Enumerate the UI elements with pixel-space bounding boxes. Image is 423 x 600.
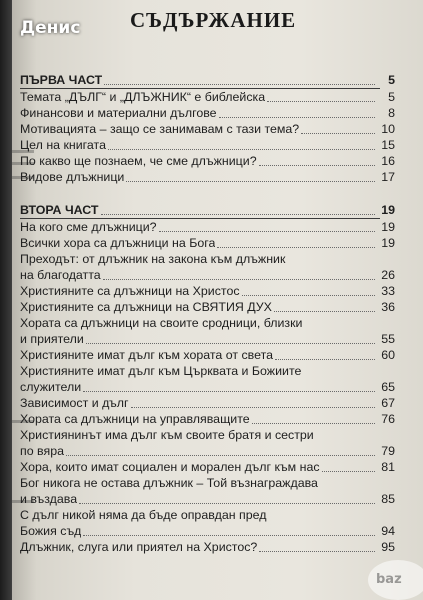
toc-entry-continuation (20, 523, 395, 539)
toc-page-number: 17 (381, 170, 395, 184)
toc-list (20, 219, 395, 555)
toc-page-number: 65 (381, 380, 395, 394)
toc-entry-title: на благодатта (20, 268, 101, 282)
toc-part-2 (20, 202, 395, 555)
toc-entry (20, 395, 395, 411)
toc-entry-title: и приятели (20, 332, 84, 346)
toc-entry-continuation (20, 267, 395, 283)
toc-entry-title: Християните имат дълг към Църквата и Божиите (20, 364, 302, 378)
toc-page-number: 5 (388, 90, 395, 104)
toc-page-number: 16 (381, 154, 395, 168)
dot-leader (104, 84, 375, 85)
toc-entry-title: по вяра (20, 444, 64, 458)
toc-page-number: 76 (381, 412, 395, 426)
toc-part-heading (20, 202, 395, 218)
dot-leader (101, 214, 376, 215)
toc-entry-title: Хора, които имат социален и морален дълг към нас (20, 460, 320, 474)
dot-leader (86, 343, 375, 344)
watermark: Денис (20, 18, 81, 38)
dot-leader (159, 231, 375, 232)
toc-entry (20, 427, 395, 443)
toc-entry (20, 475, 395, 491)
toc-entry (20, 315, 395, 331)
book-page (12, 0, 423, 600)
toc-part-1 (20, 72, 395, 185)
toc-page-number: 94 (381, 524, 395, 538)
toc-part-title: ВТОРА ЧАСТ (20, 203, 99, 217)
toc-entry-title: Цел на книгата (20, 138, 106, 152)
toc-page-number: 67 (381, 396, 395, 410)
toc-entry-continuation (20, 379, 395, 395)
toc-entry-title: служители (20, 380, 82, 394)
toc-part-title: ПЪРВА ЧАСТ (20, 73, 103, 87)
toc-page-number: 60 (381, 348, 395, 362)
toc-entry-title: Длъжник, слуга или приятел на Христос? (20, 540, 258, 554)
toc-entry (20, 347, 395, 363)
dot-leader (274, 311, 375, 312)
dot-leader (126, 181, 375, 182)
dot-leader (267, 101, 375, 102)
toc-entry (20, 153, 395, 169)
toc-page-number: 81 (381, 460, 395, 474)
toc-page-number: 26 (381, 268, 395, 282)
toc-page-number: 10 (381, 122, 395, 136)
toc-list (20, 89, 395, 185)
dot-leader (259, 551, 375, 552)
toc-part-heading (20, 72, 395, 88)
toc-page-number: 95 (381, 540, 395, 554)
toc-entry-title: Християните имат дълг към хората от света (20, 348, 274, 362)
toc-page-number: 36 (381, 300, 395, 314)
dot-leader (108, 149, 375, 150)
toc-entry (20, 411, 395, 427)
toc-entry-title: Темата „ДЪЛГ“ и „ДЛЪЖНИК“ е библейска (20, 90, 266, 104)
toc-entry-title: По какво ще познаем, че сме длъжници? (20, 154, 257, 168)
toc-entry-title: Всички хора са длъжници на Бога (20, 236, 216, 250)
dot-leader (103, 279, 375, 280)
toc-entry (20, 137, 395, 153)
toc-entry-title: Мотивацията – защо се занимавам с тази тема? (20, 122, 300, 136)
toc-entry-title: Финансови и материални дългове (20, 106, 217, 120)
toc-page-number: 19 (381, 220, 395, 234)
toc-entry (20, 89, 395, 105)
toc-page-number: 33 (381, 284, 395, 298)
dot-leader (322, 471, 375, 472)
toc-entry-continuation (20, 331, 395, 347)
toc-entry-title: На кого сме длъжници? (20, 220, 157, 234)
toc-entry-title: и въздава (20, 492, 78, 506)
dot-leader (131, 407, 375, 408)
toc-entry-title: Християните са длъжници на Христос (20, 284, 240, 298)
toc-page-number: 55 (381, 332, 395, 346)
dot-leader (242, 295, 375, 296)
toc-page-number: 5 (388, 73, 395, 87)
dot-leader (219, 117, 375, 118)
toc-entry (20, 121, 395, 137)
toc-entry-title: Християнинът има дълг към своите братя и сестри (20, 428, 314, 442)
toc-entry (20, 105, 395, 121)
toc-entry-title: Божия съд (20, 524, 82, 538)
toc-entry (20, 363, 395, 379)
dot-leader (83, 535, 375, 536)
toc-entry-continuation (20, 443, 395, 459)
dot-leader (66, 455, 375, 456)
toc-entry (20, 251, 395, 267)
toc-page-number: 79 (381, 444, 395, 458)
toc-entry-title: Хората са длъжници на управляващите (20, 412, 250, 426)
toc-entry-title: Християните са длъжници на СВЯТИЯ ДУХ (20, 300, 272, 314)
toc-entry (20, 283, 395, 299)
toc-entry (20, 459, 395, 475)
dot-leader (217, 247, 375, 248)
toc-page-number: 19 (381, 236, 395, 250)
toc-entry-title: Бог никога не остава длъжник – Той възнаграждава (20, 476, 318, 490)
dot-leader (252, 423, 375, 424)
toc-entry (20, 299, 395, 315)
toc-entry-title: Зависимост и дълг (20, 396, 129, 410)
toc-page-number: 15 (381, 138, 395, 152)
toc-entry (20, 507, 395, 523)
toc-entry-title: С дълг никой няма да бъде оправдан пред (20, 508, 267, 522)
dot-leader (79, 503, 375, 504)
toc-entry-continuation (20, 491, 395, 507)
page-title: СЪДЪРЖАНИЕ (130, 8, 297, 32)
toc-page-number: 19 (381, 203, 395, 217)
toc-entry (20, 235, 395, 251)
dot-leader (301, 133, 375, 134)
toc-page-number: 85 (381, 492, 395, 506)
toc-entry (20, 539, 395, 555)
toc-entry-title: Преходът: от длъжник на закона към длъжник (20, 252, 286, 266)
toc-entry (20, 219, 395, 235)
toc-entry-title: Видове длъжници (20, 170, 125, 184)
toc-page-number: 8 (388, 106, 395, 120)
watermark-logo-text: baz (376, 572, 402, 587)
dot-leader (259, 165, 375, 166)
dot-leader (83, 391, 375, 392)
toc-entry (20, 169, 395, 185)
toc-entry-title: Хората са длъжници на своите сродници, близки (20, 316, 303, 330)
dot-leader (275, 359, 375, 360)
